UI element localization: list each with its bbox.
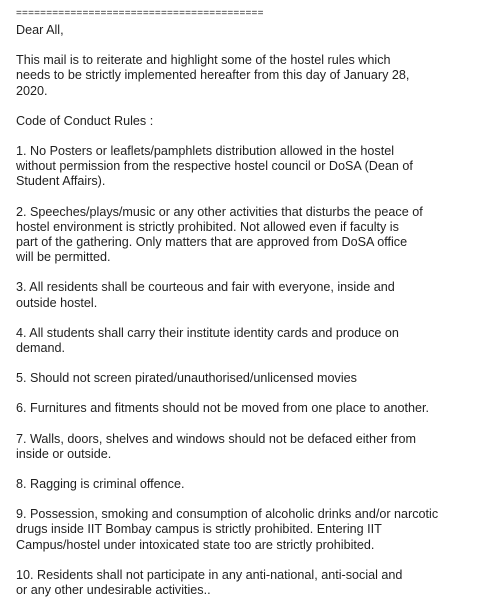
rule-item: 3. All residents shall be courteous and fair with everyone, inside and outside hostel. — [16, 280, 395, 310]
rule-item: 4. All students shall carry their institute identity cards and produce on demand. — [16, 325, 399, 356]
rule-item: 5. Should not screen pirated/unauthorised/unlicensed movies — [16, 371, 357, 386]
separator-line: ========================================= — [16, 8, 264, 19]
rule-item: 9. Possession, smoking and consumption of alcoholic drinks and/or narcotic drugs inside IIT Bombay campus is strictly prohibited. Entering IIT Campus/hostel under intoxicated state too are strictly prohibited. — [16, 507, 439, 552]
rules-heading: Code of Conduct Rules : — [16, 113, 154, 128]
email-body — [16, 8, 486, 613]
intro-paragraph: This mail is to reiterate and highlight some of the hostel rules which needs to be strictly implemented hereafter from this day of January 28, 2020. — [16, 53, 410, 98]
rule-item: 7. Walls, doors, shelves and windows should not be defaced either from inside or outside. — [16, 431, 416, 461]
greeting: Dear All, — [16, 23, 64, 37]
rule-item: 6. Furnitures and fitments should not be moved from one place to another. — [16, 401, 430, 416]
rule-item: 1. No Posters or leaflets/pamphlets distribution allowed in the hostel without permission from the respective hostel council or DoSA (Dean of Student Affairs). — [16, 144, 413, 189]
rule-item: 10. Residents shall not participate in any anti-national, anti-social and or any other undesirable activities.. — [16, 567, 403, 598]
rule-item: 8. Ragging is criminal offence. — [16, 477, 185, 492]
rule-item: 2. Speeches/plays/music or any other activities that disturbs the peace of hostel environment is strictly prohibited. Not allowed even if faculty is part of the gathering. Only matters that are approved from DoSA office will be permitted. — [16, 204, 423, 265]
